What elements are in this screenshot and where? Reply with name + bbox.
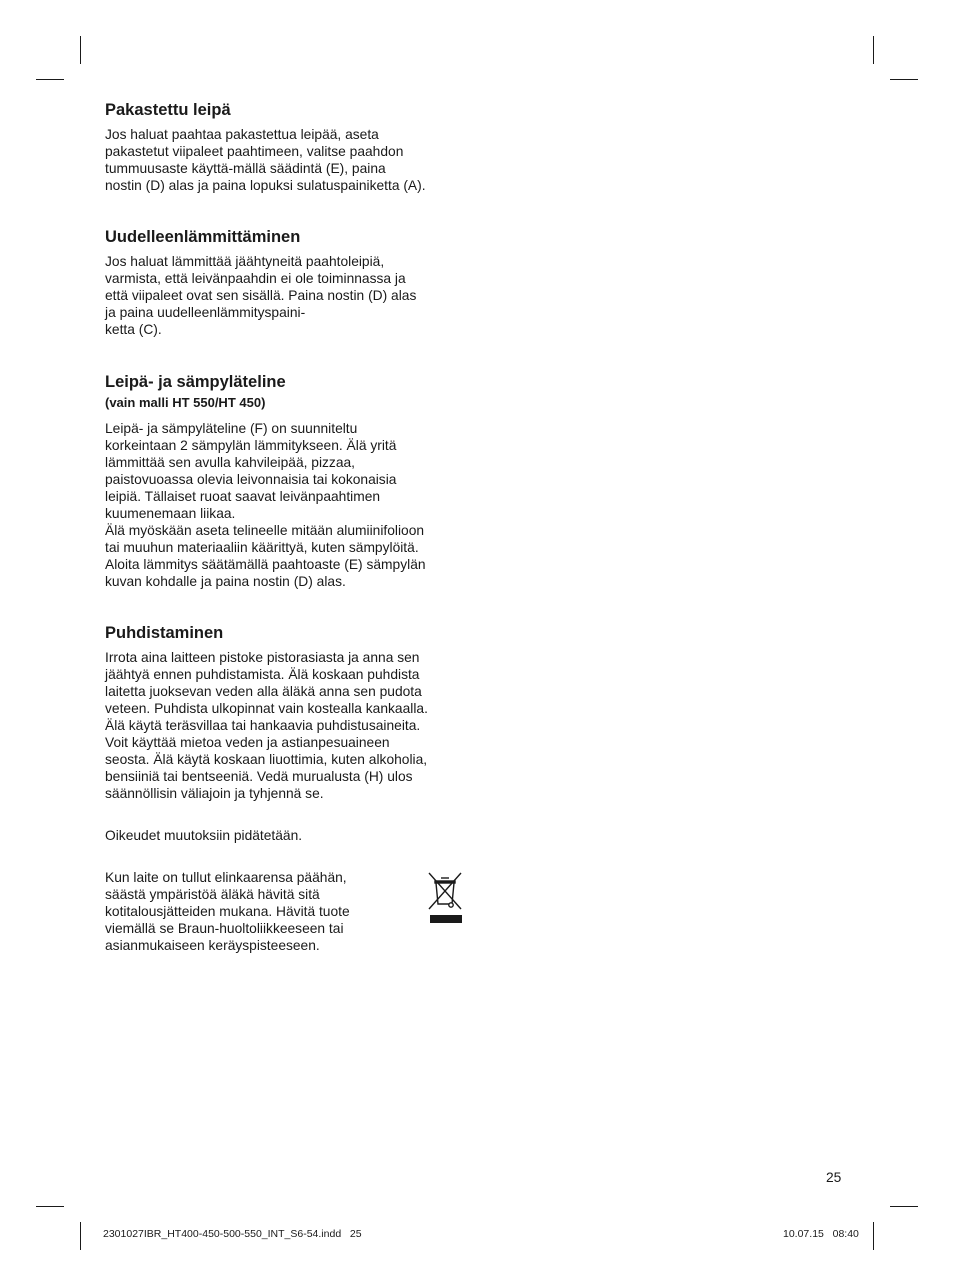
section-subheading: (vain malli HT 550/HT 450)	[105, 395, 266, 410]
section-text: Irrota aina laitteen pistoke pistorasiasta ja anna sen jäähtyä ennen puhdistamista. Älä koskaan puhdista laitetta juoksevan veden alla äläkä anna sen pudota veteen. Puhdista ulkopinnat vain kostealla kankaalla. Älä käytä teräsvillaa tai hankaavia puhdistusaineita. Voit käyttää mietoa veden ja astianpesuaineen seosta. Älä käytä koskaan liuottimia, kuten alkoholia, bensiiniä tai bentseeniä. Vedä murualusta (H) ulos säännöllisin väliajoin ja tyhjennä se.	[105, 650, 428, 801]
section-text: Jos haluat paahtaa pakastettua leipää, aseta pakastetut viipaleet paahtimeen, valitse paahdon tummuusaste käyttä-mällä säädintä (E), paina nostin (D) alas ja paina lopuksi sulatuspainiketta (A).	[105, 127, 426, 193]
crop-mark-bottom-right-h	[890, 1206, 918, 1207]
crop-mark-top-right-h	[890, 79, 918, 80]
crop-mark-bottom-left-v	[80, 1222, 81, 1250]
main-content	[105, 100, 470, 954]
section-heading: Pakastettu leipä	[105, 101, 231, 119]
page-number: 25	[826, 1170, 842, 1185]
section-heading: Leipä- ja sämpyläteline	[105, 373, 286, 391]
disposal-text: Kun laite on tullut elinkaarensa päähän, säästä ympäristöä äläkä hävitä sitä kotitalousjätteiden mukana. Hävitä tuote viemällä se Braun-huoltoliikkeeseen tai asianmukaiseen keräyspisteeseen.	[105, 870, 350, 953]
section-heading: Uudelleenlämmittäminen	[105, 228, 301, 246]
crossed-out-wheelie-bin-icon	[425, 871, 465, 927]
crop-mark-top-left-h	[36, 79, 64, 80]
section-bun-rack	[105, 372, 470, 590]
crop-mark-bottom-left-h	[36, 1206, 64, 1207]
crop-mark-bottom-right-v	[873, 1222, 874, 1250]
section-text: Jos haluat lämmittää jäähtyneitä paahtoleipiä, varmista, että leivänpaahdin ei ole toiminnassa ja että viipaleet ovat sen sisällä. Paina nostin (D) alas ja paina uudelleenlämmityspaini- ketta (C).	[105, 254, 417, 337]
section-text: Leipä- ja sämpyläteline (F) on suunniteltu korkeintaan 2 sämpylän lämmitykseen. Älä yritä lämmittää sen avulla kahvileipää, pizzaa, paistovuoassa olevia leivonnaisia tai kokonaisia leipiä. Tällaiset ruoat saavat leivänpaahtimen kuumenemaan liikaa. Älä myöskään aseta telineelle mitään alumiinifolioon tai muuhun materiaaliin käärittyä, kuten sämpylöitä. Aloita lämmitys säätämällä paahtoaste (E) sämpylän kuvan kohdalle ja paina nostin (D) alas.	[105, 421, 426, 589]
section-frozen-bread	[105, 100, 470, 194]
footer-date: 10.07.15 08:40	[783, 1228, 859, 1240]
section-heading: Puhdistaminen	[105, 624, 224, 642]
footer-file-info: 2301027IBR_HT400-450-500-550_INT_S6-54.indd 25	[103, 1228, 362, 1240]
rights-notice: Oikeudet muutoksiin pidätetään.	[105, 828, 303, 843]
section-reheating	[105, 227, 470, 338]
section-cleaning	[105, 623, 470, 802]
crop-mark-top-left-v	[80, 36, 81, 64]
crop-mark-top-right-v	[873, 36, 874, 64]
